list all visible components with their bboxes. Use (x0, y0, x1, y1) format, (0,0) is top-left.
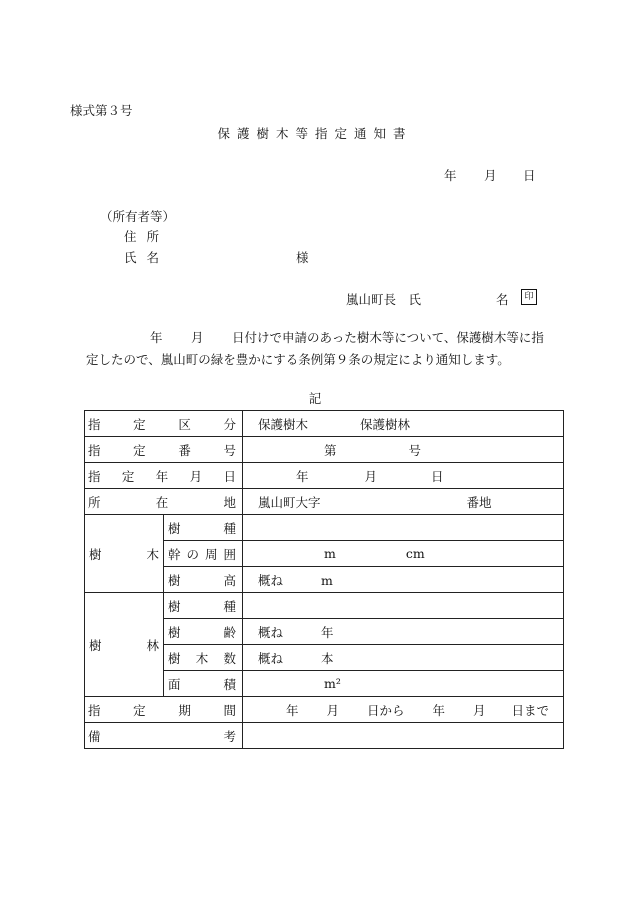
period-year-1: 年 (286, 702, 299, 718)
option-protected-forest: 保護樹林 (360, 416, 411, 432)
remarks-value[interactable] (243, 723, 564, 749)
number-suffix: 号 (408, 442, 422, 458)
forest-count-value[interactable] (243, 645, 564, 671)
location-prefix: 嵐山町大字 (258, 494, 321, 510)
body-month: 月 (191, 330, 204, 345)
issuer-title: 嵐山町長 氏 (346, 292, 422, 307)
date-month-label: 月 (484, 168, 497, 183)
number-prefix: 第 (324, 442, 337, 458)
date-year: 年 (296, 468, 309, 484)
period-until: 日まで (511, 702, 550, 718)
period-month-2: 月 (473, 702, 486, 718)
date-day: 日 (431, 468, 444, 484)
body-line2: 定したので、嵐山町の緑を豊かにする条例第９条の規定により通知します。 (86, 352, 510, 367)
date-month: 月 (364, 468, 378, 484)
location-suffix: 番地 (466, 494, 492, 510)
form-number: 様式第３号 (70, 103, 133, 118)
area-unit: m² (324, 676, 341, 691)
period-year-2: 年 (432, 702, 446, 718)
issuer-name-char: 名 (496, 292, 509, 307)
period-from: 日から (367, 702, 405, 718)
designation-date-label: 指定年月日 (85, 463, 243, 489)
row-designation-number (85, 437, 564, 463)
forest-area-label: 面積 (164, 671, 243, 697)
remarks-label: 備考 (85, 723, 243, 749)
tree-girth-value[interactable] (243, 541, 564, 567)
height-approx: 概ね (258, 572, 284, 588)
period-value[interactable] (243, 697, 564, 723)
forest-age-label: 樹齢 (164, 619, 243, 645)
row-designation-type (85, 411, 564, 437)
name-label: 氏名 (124, 250, 170, 265)
tree-height-label: 樹高 (164, 567, 243, 593)
row-forest-species (85, 593, 564, 619)
girth-unit-m: m (324, 546, 336, 561)
period-label: 指定期間 (85, 697, 243, 723)
tree-group-label: 樹木 (85, 515, 164, 593)
location-value[interactable] (243, 489, 564, 515)
row-tree-species (85, 515, 564, 541)
period-month-1: 月 (326, 702, 340, 718)
tree-height-value[interactable] (243, 567, 564, 593)
forest-species-value[interactable] (243, 593, 564, 619)
count-approx: 概ね (258, 650, 284, 666)
ki-heading: 記 (308, 391, 322, 406)
option-protected-tree: 保護樹木 (258, 416, 309, 432)
location-label: 所在地 (85, 489, 243, 515)
tree-species-label: 樹種 (164, 515, 243, 541)
age-approx: 概ね (258, 624, 284, 640)
address-label: 住所 (124, 229, 170, 244)
date-day-label: 日 (523, 168, 536, 183)
row-designation-date (85, 463, 564, 489)
designation-number-value[interactable] (243, 437, 564, 463)
tree-girth-label: 幹の周囲 (164, 541, 243, 567)
designation-type-value[interactable] (243, 411, 564, 437)
row-remarks (85, 723, 564, 749)
body-line1-rest: 日付けで申請のあった樹木等について、保護樹木等に指 (232, 330, 544, 345)
age-unit: 年 (321, 624, 334, 640)
count-unit: 本 (321, 650, 334, 666)
forest-area-value[interactable] (243, 671, 564, 697)
forest-species-label: 樹種 (164, 593, 243, 619)
honorific-sama: 様 (296, 250, 309, 265)
forest-age-value[interactable] (243, 619, 564, 645)
girth-unit-cm: cm (405, 546, 425, 561)
registration-table (84, 410, 564, 749)
body-year: 年 (150, 330, 163, 345)
designation-date-value[interactable] (243, 463, 564, 489)
designation-type-label: 指定区分 (85, 411, 243, 437)
document-title: 保護樹木等指定通知書 (217, 126, 413, 141)
forest-count-label: 樹木数 (164, 645, 243, 671)
seal-mark: 印 (521, 289, 537, 305)
forest-group-label: 樹林 (85, 593, 164, 697)
designation-number-label: 指定番号 (85, 437, 243, 463)
row-period (85, 697, 564, 723)
row-location (85, 489, 564, 515)
owner-heading: （所有者等） (100, 209, 176, 224)
height-unit: m (321, 572, 333, 588)
date-year-label: 年 (444, 168, 457, 183)
tree-species-value[interactable] (243, 515, 564, 541)
